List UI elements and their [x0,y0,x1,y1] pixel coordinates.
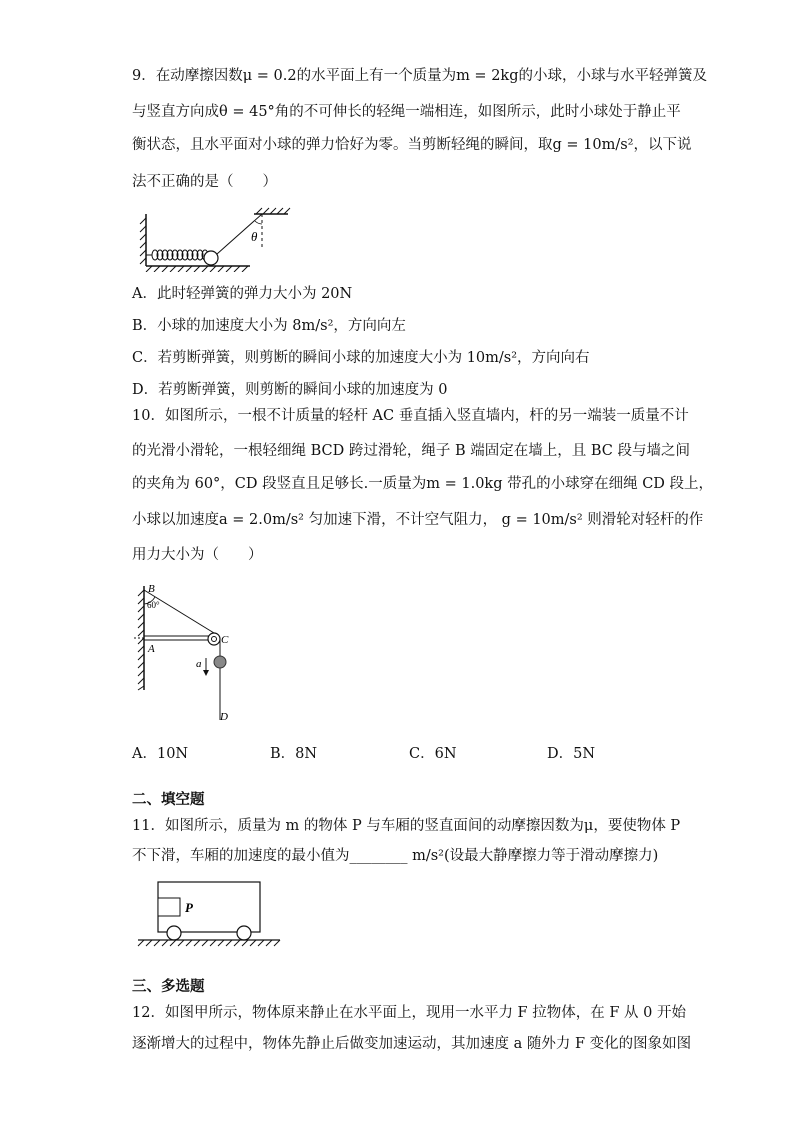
q11-line-1: 11．如图所示，质量为 m 的物体 P 与车厢的竖直面间的动摩擦因数为μ，要使物体 P [132,818,681,834]
section-multi-choice-title: 三、多选题 [132,979,205,995]
q10-label-d: D [220,711,228,723]
q9-line-1: 9．在动摩擦因数μ = 0.2的水平面上有一个质量为m = 2kg的小球，小球与水平轻弹簧及 [132,68,707,84]
q10-line-3: 的夹角为 60°，CD 段竖直且足够长.一质量为m = 1.0kg 带孔的小球穿在细绳 CD 段上， [132,476,714,492]
q10-option-b: B．8N [270,746,318,762]
q10-label-angle: 60° [147,600,160,610]
section-fill-in-title: 二、填空题 [132,792,205,808]
q10-label-a-point: A [148,643,155,655]
q9-line-3: 衡状态，且水平面对小球的弹力恰好为零。当剪断轻绳的瞬间，取g = 10m/s²，以下说 [132,137,692,153]
q11-line-2: 不下滑，车厢的加速度的最小值为________ m/s²(设最大静摩擦力等于滑动摩擦力) [132,848,659,864]
q10-option-a: A．10N [132,746,189,762]
q12-line-1: 12．如图甲所示，物体原来静止在水平面上，现用一水平力 F 拉物体，在 F 从 0 开始 [132,1005,686,1021]
q9-spring-figure [138,206,298,272]
q9-option-c: C．若剪断弹簧，则剪断的瞬间小球的加速度大小为 10m/s²，方向向右 [132,350,590,366]
q10-label-c: C [221,634,229,646]
q10-line-5: 用力大小为（ ） [132,547,263,563]
q10-label-acceleration: a [196,658,202,670]
q9-option-b: B．小球的加速度大小为 8m/s²，方向向左 [132,318,406,334]
q11-carriage-figure [136,876,286,948]
q10-line-4: 小球以加速度a = 2.0m/s² 匀加速下滑，不计空气阻力， g = 10m/s² 则滑轮对轻杆的作 [132,512,704,528]
q9-angle-label: θ [251,229,258,244]
q12-line-2: 逐渐增大的过程中，物体先静止后做变加速运动，其加速度 a 随外力 F 变化的图象如图 [132,1036,692,1052]
q10-pulley-figure [128,578,248,728]
q10-line-2: 的光滑小滑轮，一根轻细绳 BCD 跨过滑轮，绳子 B 端固定在墙上，且 BC 段与墙之间 [132,443,690,459]
q11-label-p: P [185,900,193,915]
q9-line-4: 法不正确的是（ ） [132,174,277,190]
q10-option-d: D．5N [547,746,596,762]
q10-label-b: B [148,583,155,595]
q9-line-2: 与竖直方向成θ = 45°角的不可伸长的轻绳一端相连，如图所示，此时小球处于静止平 [132,104,681,120]
q9-option-a: A．此时轻弹簧的弹力大小为 20N [132,286,353,302]
q9-option-d: D．若剪断弹簧，则剪断的瞬间小球的加速度为 0 [132,382,448,398]
q10-option-c: C．6N [409,746,457,762]
q10-line-1: 10．如图所示，一根不计质量的轻杆 AC 垂直插入竖直墙内，杆的另一端装一质量不计 [132,408,689,424]
